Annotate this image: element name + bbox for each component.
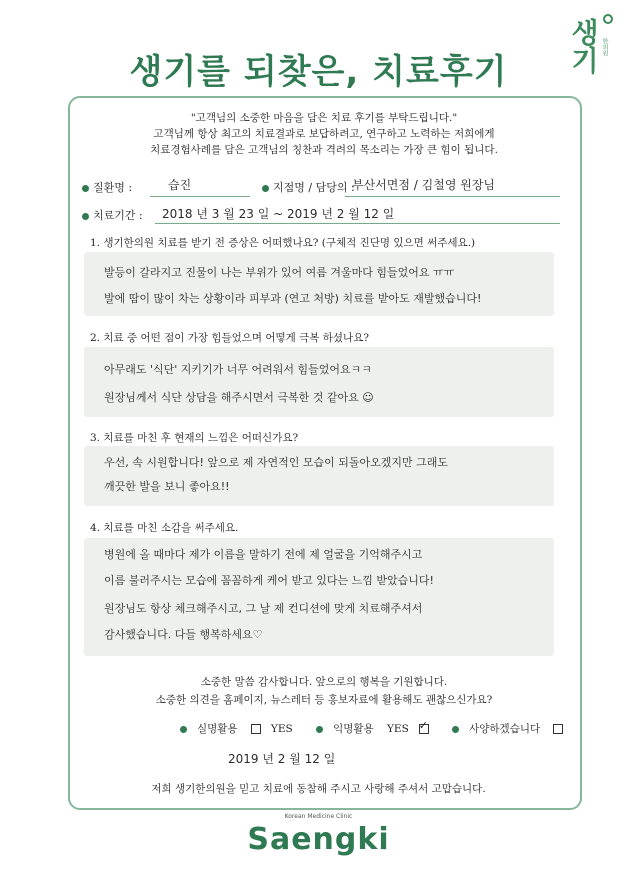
checkbox-real-name[interactable] <box>251 724 261 734</box>
answer-4-box <box>84 538 554 656</box>
period-label: 치료기간 : <box>82 207 143 223</box>
consent-options <box>180 721 583 736</box>
answer-3-line-1: 우선, 속 시원합니다! 앞으로 제 자연적인 모습이 되돌아오겠지만 그래도 <box>104 456 449 469</box>
page-title: 생기를 되찾은, 치료후기 <box>129 52 508 92</box>
answer-2-line-1: 아무래도 '식단' 지키기가 너무 어려워서 힘들었어요ㅋㅋ <box>104 363 372 376</box>
option-real-name[interactable]: 실명활용 YES <box>180 723 306 735</box>
checkbox-decline[interactable] <box>553 724 563 734</box>
question-1: 1. 생기한의원 치료를 받기 전 증상은 어떠했나요? (구체적 진단명 있으면 써주세요.) <box>90 237 476 249</box>
bullet-icon <box>82 213 89 220</box>
disease-value: 습진 <box>168 178 192 192</box>
answer-1-box <box>84 252 554 316</box>
divider <box>155 223 560 224</box>
logo-sub: 한의원 <box>601 38 608 56</box>
option-anonymous[interactable]: 익명활용 YES✓ <box>316 723 442 735</box>
branch-label: 지점명 / 담당의 : <box>262 179 355 195</box>
bullet-icon <box>316 726 323 733</box>
answer-4-line-4: 감사했습니다. 다들 행복하세요♡ <box>104 628 263 641</box>
intro-line-1: "고객님의 소중한 마음을 담은 치료 후기를 부탁드립니다." <box>190 112 458 124</box>
brand-subtitle: Korean Medicine Clinic <box>284 813 353 820</box>
divider <box>345 196 560 197</box>
bullet-icon <box>180 726 187 733</box>
logo <box>563 18 607 78</box>
intro-line-2: 고객님께 항상 최고의 치료결과로 보답하려고, 연구하고 노력하는 저희에게 <box>153 128 495 140</box>
date-value: 2019 년 2 월 12 일 <box>228 752 336 766</box>
answer-3-box <box>84 446 554 506</box>
answer-3-line-2: 깨끗한 발을 보니 좋아요!! <box>104 480 230 493</box>
closing-line-1: 소중한 말씀 감사합니다. 앞으로의 행복을 기원합니다. <box>200 676 448 688</box>
logo-dot <box>603 14 613 24</box>
answer-4-line-1: 병원에 올 때마다 제가 이름을 말하기 전에 제 얼굴을 기억해주시고 <box>104 548 423 561</box>
bullet-icon <box>262 185 269 192</box>
intro-line-3: 치료경험사례를 담은 고객님의 칭찬과 격려의 목소리는 가장 큰 힘이 됩니다. <box>150 144 498 156</box>
answer-1-line-1: 발등이 갈라지고 진물이 나는 부위가 있어 여름 겨울마다 힘들었어요 ㅠㅠ <box>104 266 455 279</box>
disease-label: 질환명 : <box>82 179 132 195</box>
answer-2-line-2: 원장님께서 식단 상담을 해주시면서 극복한 것 같아요 ☺ <box>104 391 374 404</box>
option-decline[interactable]: 사양하겠습니다 <box>452 723 573 735</box>
thank-you-note: 저희 생기한의원을 믿고 치료에 동참해 주시고 사랑해 주셔서 고맙습니다. <box>151 783 486 795</box>
divider <box>150 196 250 197</box>
answer-4-line-2: 이름 불러주시는 모습에 꼼꼼하게 케어 받고 있다는 느낌 받았습니다! <box>104 574 434 587</box>
checkbox-anonymous[interactable] <box>419 724 429 734</box>
logo-mark: 생기 <box>567 18 600 74</box>
question-3: 3. 치료를 마친 후 현재의 느낌은 어떠신가요? <box>90 432 299 444</box>
answer-2-box <box>84 347 554 417</box>
answer-4-line-3: 원장님도 항상 체크해주시고, 그 날 제 컨디션에 맞게 치료해주셔서 <box>104 602 423 615</box>
bullet-icon <box>82 185 89 192</box>
question-4: 4. 치료를 마친 소감을 써주세요. <box>90 522 239 534</box>
closing-line-2: 소중한 의견을 홈페이지, 뉴스레터 등 홍보자료에 활용해도 괜찮으신가요? <box>155 694 493 706</box>
brand-logo: Saengki <box>247 822 390 857</box>
bullet-icon <box>452 726 459 733</box>
question-2: 2. 치료 중 어떤 점이 가장 힘들었으며 어떻게 극복 하셨나요? <box>90 332 369 344</box>
period-value: 2018 년 3 월 23 일 ~ 2019 년 2 월 12 일 <box>162 207 395 221</box>
branch-value: 부산서면점 / 김철영 원장님 <box>352 178 495 192</box>
answer-1-line-2: 발에 땀이 많이 차는 상황이라 피부과 (연고 처방) 치료를 받아도 재발했습니다! <box>104 292 482 305</box>
